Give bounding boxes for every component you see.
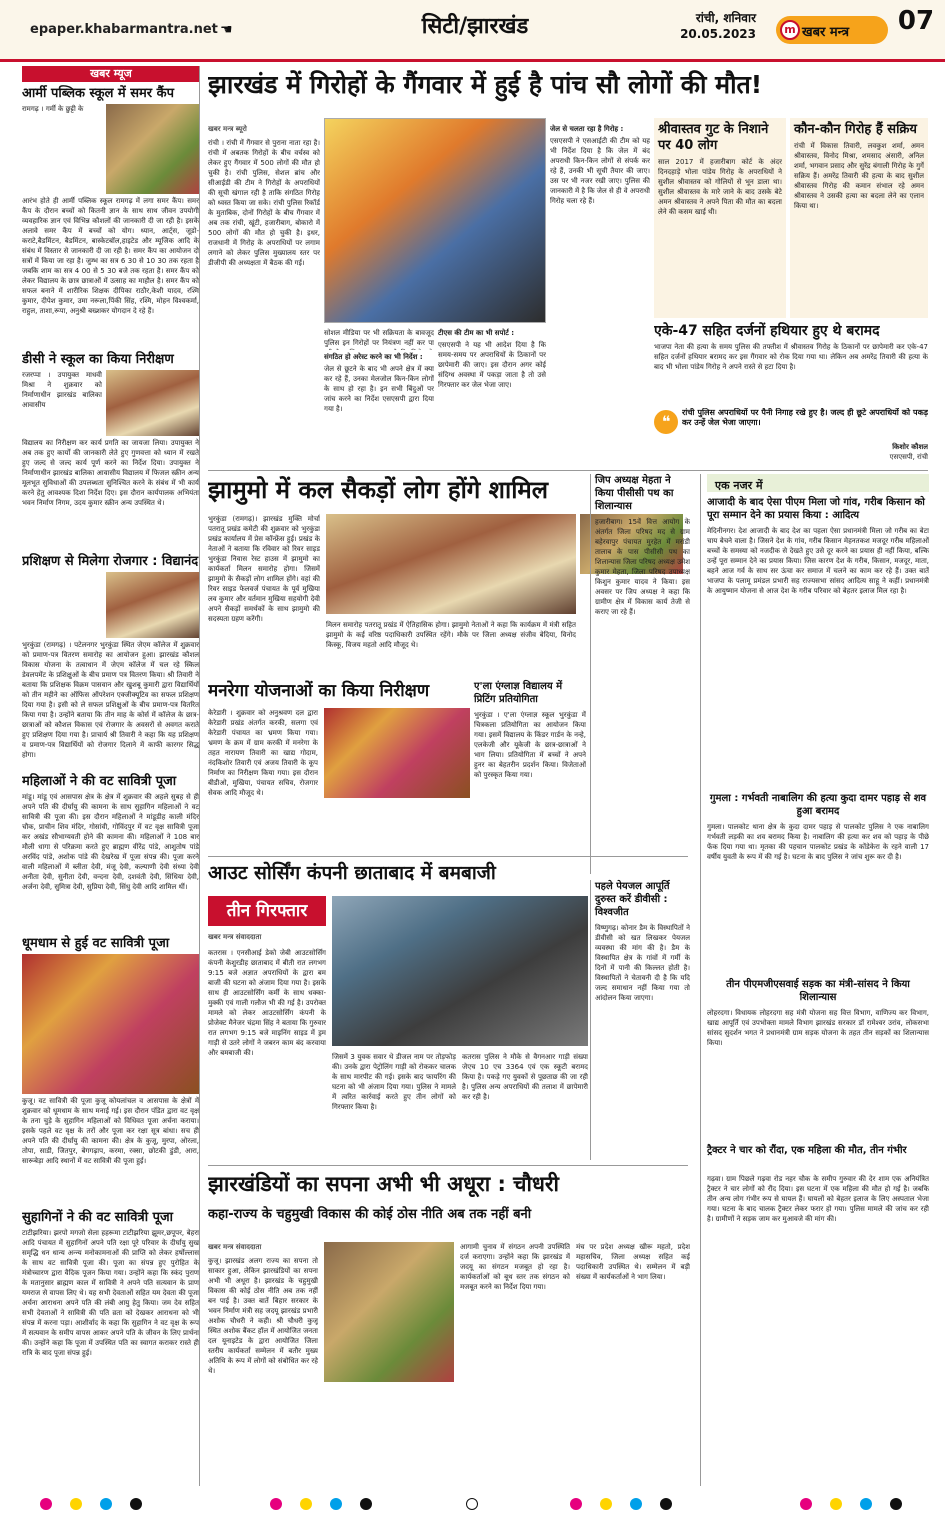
registration-dot bbox=[300, 1498, 312, 1510]
divider bbox=[208, 470, 928, 471]
story-subhead: जेल से चलता रहा है गिरोह : bbox=[550, 125, 624, 133]
story-headline: तीन पीएमजीएसवाई सड़क का मंत्री-सांसद ने किया शिलान्यास bbox=[726, 979, 910, 1003]
story-headline: झारखंडियों का सपना अभी भी अधूरा : चौधरी bbox=[208, 1172, 559, 1196]
registration-dot bbox=[660, 1498, 672, 1510]
story-body: कतरास । एनसीआई डेको जेबी आउटसोर्सिंग कंपनी केशुरडीह छाताबाद में बीती रात लगभग 9:15 बजे अज्ञात अपराधियों के द्वारा बम बाजी की घटना को अंजाम दिया गया है। इसके साथ ही आउटसोर्सिंग कर्मी के साथ धक्का-मुक्की एवं गाली गलौज भी की गई है। उपरोक्त मामले को लेकर आउटसोर्सिंग कंपनी के प्रोजेक्ट मैनेजर चंद्रमा सिंह ने बताया कि गुरुवार रात लगभग 9:15 बजे माइनिंग साइड में ड्रम गाड़ी से उतरे लोगों ने जबरन काम बंद करवाया और बमबाजी की। bbox=[208, 949, 326, 1057]
quote-role: एसएसपी, रांची bbox=[889, 453, 928, 461]
bottom-story bbox=[208, 1170, 690, 1486]
gang-illustration bbox=[324, 118, 546, 323]
story-body: जिसमें 3 युवक सवार थे डीजल नाम पर तोड़फोड़ की। उनके द्वारा पेट्रोलिंग गाड़ी को रोककर चालक के साथ मारपीट की गई। इसके बाद फायरिंग की घटना को भी अंजाम दिया गया। पुलिस ने मामले में त्वरित कार्रवाई करते हुए तीन लोगों को गिरफ्तार किया है। bbox=[332, 1053, 456, 1111]
story-body: आरंभ होते ही आर्मी पब्लिक स्कूल रामगढ़ में लगा समर कैंप। समर कैंप के दौरान बच्चों को कितनी ज्ञान के साथ साथ जीवन उपयोगी व्यवहारिक ज्ञान एवं विभिन्न कौशलों की जानकारी दी जा रही है। इसके अलावे समर कैंप में बच्चों को योग। ध्यान, आर्ट्स, जूडो-कराटे,बैडमिंटन, बैडमिंटन, बास्केटबॉल,हाइटेड और म्यूजिक आदि के संबंध में विस्तार से जानकारी दी जा रही है। समर कैंप का आयोजन दो सत्रों में किया जा रहा है। जुम्भ का सत्र 6 30 से 10 30 तक रहता है जबकि शाम का सत्र 4 00 से 5 30 बजे तक रहता है। समर कैंप को लेकर विद्यालय के छात्र छात्राओं में उत्साह का माहौल है। समर कैंप को सफल बनाने में शारीरिक शिक्षक दीपिका राठौर,केशी यादव, रश्मि कुमार, दीपेश कुमार, उमा नरूला,पिंकी सिंह, रश्मि, मोहन विश्वकर्मा, राहुल, ताशा,रूपा, अनुश्री बख्शकर योगदान दे रहे हैं। bbox=[22, 197, 199, 315]
story-byline: खबर मन्त्र ब्यूरो bbox=[208, 125, 247, 133]
story-body: गुमला। पालकोट थाना क्षेत्र के कुदा दामर पहाड़ से पालकोट पुलिस ने एक नाबालिग गर्भवती लड़की का शव बरामद किया है। नाबालिग की हत्या कर शव को पहाड़ के पीछे फेंक दिया गया था। मृतका की पहचान पालकोट प्रखंड के कोंडेकेरा के रहने वाली 17 वर्षीय युवती के रूप में की गई है। घटना के बाद पुलिस ने जांच शुरू कर दी है। bbox=[707, 823, 929, 861]
registration-dot bbox=[100, 1498, 112, 1510]
at-a-glance-tag bbox=[707, 474, 929, 492]
story-kicker: तीन गिरफ्तार bbox=[208, 896, 326, 926]
right-column bbox=[700, 474, 928, 1486]
pcc-story bbox=[590, 474, 690, 874]
story-body: हजारीबाग। 15वें वित्त आयोग के अंतर्गत जिला परिषद मद से ग्राम बहेरवापुर पंचायत मुरहेत में मरांडी तालाब के पास पीसीसी पथ का शिलान्यास जिला परिषद अध्यक्ष उमेश कुमार मेहता, जिला परिषद उपाध्यक्ष किशुन कुमार यादव ने किया। इस अवसर पर जिप अध्यक्ष ने कहा कि ग्रामीण क्षेत्र में विकास कार्य तेजी से कराए जा रहे हैं। bbox=[595, 518, 690, 616]
story-headline: गुमला : गर्भवती नाबालिग की हत्या कुदा दामर पहाड़ से शव हुआ बरामद bbox=[709, 793, 927, 817]
story-body: कतरास पुलिस ने मौके से वैगनआर गाड़ी संख्या जेएच 10 एच 3364 एवं एक स्कूटी बरामद किया है। पकड़े गए युवकों से पूछताछ की जा रही है। पुलिस अन्य अपराधियों की तलाश में छापेमारी कर रही है। bbox=[462, 1053, 588, 1101]
story-body: एसएसपी ने एसआईटी की टीम को यह भी निर्देश दिया है कि जेल में बंद अपराधी किन-किन लोगों से संपर्क कर रहे हैं, उनकी भी सूची तैयार की जाए। उस पर भी नजर रखी जाए। पुलिस की जानकारी में है कि जेल से ही वे अपराधी गिरोह चला रहे हैं। bbox=[550, 137, 650, 205]
story-headline: ए'ला एंग्लाज्ञ विद्यालय में प्रिटिंग प्रतियोगिता bbox=[474, 681, 563, 705]
story-byline: खबर मन्त्र संवाददाता bbox=[208, 1243, 262, 1251]
story-headline: महिलाओं ने की वट सावित्री पूजा bbox=[22, 774, 177, 789]
registration-dot bbox=[890, 1498, 902, 1510]
story-body: मिलन समारोह पतरातू प्रखंड में ऐतिहासिक होगा। झामुमो नेताओं ने कहा कि कार्यक्रम में मंत्री सहित झामुमो के कई वरिष्ठ पदाधिकारी उपस्थित रहेंगे। मौके पर जिला अध्यक्ष संजीव बेदिया, विनोद किस्कू, विजय महतो आदि मौजूद थे। bbox=[326, 621, 576, 649]
box-headline: कौन-कौन गिरोह हैं सक्रिय bbox=[794, 122, 917, 137]
story-body: गढ़वा। ग्राम पिछले गढ़वा रोड नहर चौक के समीप गुरुवार की देर शाम एक अनियंत्रित ट्रैक्टर ने चार लोगों को रौंद दिया। इस घटना में एक महिला की मौत हो गई है। जबकि तीन अन्य लोग गंभीर रूप से घायल हैं। घायलों को बेहतर इलाज के लिए अस्पताल भेजा गया। घटना के बाद चालक ट्रैक्टर लेकर फरार हो गया। पुलिस मामले की जांच कर रही है। ग्रामीणों ने सड़क जाम कर मुआवजे की मांग की। bbox=[707, 1175, 929, 1223]
brand-logo bbox=[776, 16, 888, 44]
dateline bbox=[636, 10, 756, 42]
story-body: मेदिनीनगर। देश आजादी के बाद देश का पहला ऐसा प्रधानमंत्री मिला जो गरीब का बेटा चाय बेचने वाला है। जिसने देश के गांव, गरीब किसान मेहनतकश मजदूर गरीब महिलाओं बच्चों के समस्या को नजदीक से देखते हुए उसे दूर करने का प्रयास ही नहीं किया, बल्कि उन्हें पूरा सम्मान देने का प्रयास किया। जिस कारण देश के गरीब, किसान, मजदूर, माता, बहने आज गर्व के साथ सर ऊंचा कर समाज में चलने का काम कर रहे हैं। उक्त बातें भाजपा के पलामू प्रमंडल प्रभारी सह राज्यसभा सांसद आदित्य साहू ने कहीं। प्रधानमंत्री के आयुष्मान योजना से आज देश के गरीब परिवार को बेहतर इलाज मिल रहा है। bbox=[707, 527, 929, 595]
city-day: रांची, शनिवार bbox=[695, 11, 756, 25]
box-body: भाजपा नेता की हत्या के समय पुलिस की तफ्तीश में श्रीवास्तव गिरोह के ठिकानों पर छापेमारी कर एके-47 सहित दर्जनों हथियार बरामद कर इस गैंगवार को रोक दिया गया था। लेकिन अब अमरेंद्र तिवारी की हत्या के बाद भी भोला पांडेय गिरोह ने अपने रास्ते से हटा दिया है। bbox=[654, 343, 928, 371]
logo-icon: m bbox=[780, 20, 800, 40]
story-subheadline: कहा-राज्य के चहुमुखी विकास की कोई ठोस नीति अब तक नहीं बनी bbox=[208, 1207, 532, 1222]
divider bbox=[208, 856, 688, 857]
story-body: विद्यालय का निरीक्षण कर कार्य प्रगति का जायजा लिया। उपायुक्त ने अब तक हुए कार्यों की जानकारी लेते हुए गुणवत्ता को ध्यान में रखते हुए जल्द से जल्द कार्य पूर्ण करने का निर्देश दिया। उपायुक्त ने निर्माणाधीन झारखंड बालिका आवासीय विद्यालय में फिजल स्क्रीन अन्य मूलभूत सुविधाओं की उपलब्धता सुनिश्चित करने के संबंध में भी कार्य करने हेतु आवश्यक दिशा निर्देश दिए। इस दौरान कार्यपालक अभियंता भवन निर्माण निगम, उदय कुमार स्क्रीन अन्य उपस्थित थे। bbox=[22, 439, 199, 507]
story-body: मंच पर प्रदेश अध्यक्ष खीरू महतो, प्रदेश महासचिव, जिला अध्यक्ष सहित कई पदाधिकारी उपस्थित थे। सम्मेलन में बड़ी संख्या में कार्यकर्ताओं ने भाग लिया। bbox=[576, 1243, 690, 1281]
registration-dot bbox=[830, 1498, 842, 1510]
conference-photo bbox=[324, 1242, 454, 1382]
registration-dot bbox=[70, 1498, 82, 1510]
story-body: कुजू। वट सावित्री की पूजा कुजू कोयलांचल व आसपास के क्षेत्रों में शुक्रवार को धूमधाम के साथ मनाई गई। इस दौरान पंडित द्वारा वट वृक्ष के तना चुड़े के सुहागिन महिलाओं को विधिवत पूजा अर्चना कराया। इसके पहले वट वृक्ष के तरों और पूजा कर रक्षा सूत्र बांधा। सच ही अपने पति की दीर्घायु की कामना की। क्षेत्र के कुजू, मुरपा, ओरला, तोपा, साडी, जितपुर, बेगगढ़ाप, करमा, रक्सा, छोटकी डुंडी, आरा, सारूबेड़ा आदि स्थानों में वट सावित्री की पूजा हुई। bbox=[22, 1097, 199, 1165]
bombing-story bbox=[208, 860, 588, 1160]
print-registration-marks bbox=[0, 1492, 945, 1517]
mnrega-story bbox=[208, 680, 470, 850]
story-headline: झारखंड में गिरोहों के गैंगवार में हुई है पांच सौ लोगों की मौत! bbox=[208, 70, 763, 99]
story-headline: डीसी ने स्कूल का किया निरीक्षण bbox=[22, 352, 174, 367]
story-headline: आजादी के बाद ऐसा पीएम मिला जो गांव, गरीब किसान को पूरा सम्मान देने का प्रयास किया : आदित्य bbox=[707, 497, 925, 521]
registration-dot bbox=[800, 1498, 812, 1510]
story-body: टाटीझरिया। झरपो मगजो सेला हहरूमा टाटीझरिया झूमर,छपूपर, बेहरा आदि पंचायत में सुहागिनों अपने पति रक्षा पूरे परिवार के दीर्घायु सुख समृद्धि धन धान्य अन्न्य मनोकामनाओं की प्राप्ति को लेकर हर्षोल्लास के साथ वट सावित्री पूजा की। पूजा का संपन्न हुए पुरोहित के मंत्रोच्चारण द्वारा वैदिक पूजन किया गया। उन्होंने कहा कि स्कंद पुराण के मतानुसार ब्राह्मण काल में सावित्री ने अपने पति सत्यवान के प्राण यमराज से वापस लिए थे। यह सभी देवताओं सहित यम देवता की पूजा अर्चना आराधना अपने पति की लंबी आयु हेतु किया। जम देव सहित सभी देवताओं ने सावित्री की पति व्रता को देखकर आराधना को भी संपन्न में करना पड़ा। आशीर्वाद के कहा कि सुहागिन ने वट वृक्ष के रूप में सत्यवान के समीप वापस आकर अपने पति के जीवन के लिए प्रार्थना की। उन्होंने कहा कि पूजा में उपस्थित पति का स्वागत कराकर रास्ते ही रात्रि के बाद पूजा संपन्न हुई। bbox=[22, 1229, 199, 1357]
box-body: साल 2017 में हजारीबाग कोर्ट के अंदर दिनदहाड़े भोला पांडेय गिरोह के अपराधियों ने सुशील श्रीवास्तव को गोलियों से भून डाला था। सुशील श्रीवास्तव के मारे जाने के बाद उसके बेटे अमन श्रीवास्तव ने अपने पिता की मौत का बदला लेने की कसम खाई थी। bbox=[658, 158, 782, 216]
quote-mark-icon: ❝ bbox=[654, 410, 678, 434]
story-body: आगामी चुनाव में संगठन अपनी उपस्थिति दर्ज कराएगा। उन्होंने कहा कि झारखंड में जदयू का संगठन मजबूत हो रहा है। कार्यकर्ताओं को बूथ स्तर तक संगठन को मजबूत करने का निर्देश दिया गया। bbox=[460, 1243, 570, 1291]
section-title: सिटी/झारखंड bbox=[421, 14, 529, 39]
site-url[interactable]: epaper.khabarmantra.net bbox=[30, 22, 218, 37]
crosshair-icon bbox=[466, 1498, 478, 1510]
side-box bbox=[654, 118, 786, 318]
summer-camp-photo bbox=[106, 104, 200, 194]
box-body: रांची में विकास तिवारी, लवकुश शर्मा, अमन श्रीवास्तव, विनोद मिश्रा, शमसाद अंसारी, अनिल शर्मा, भगवान प्रसाद और सुरेंद्र बंगाली गिरोह के गुर्गे सक्रिय हैं। अमरेंद्र तिवारी की हत्या के बाद सुशील श्रीवास्तव गिरोह की कमान संभाल रहे अमन श्रीवास्तव ने उसकी हत्या का बदला लेने का एलान किया था। bbox=[794, 142, 924, 210]
story-headline: आउट सोर्सिंग कंपनी छाताबाद में बमबाजी bbox=[208, 862, 496, 884]
story-body: भुरकुंडा । ए'ला एंग्लाज्ञ स्कूल भुरकुंडा में चित्रकला प्रतियोगिता का आयोजन किया गया। इसमें विद्यालय के किंडर गार्डन के नन्हे, एलकेजी और यूकेजी के छात्र-छात्राओं ने भाग लिया। प्रतियोगिता में बच्चों ने अपने हुनर का बेहतरीन प्रदर्शन किया। विजेताओं को पुरस्कृत किया गया। bbox=[474, 711, 586, 779]
dvc-story bbox=[590, 880, 690, 1160]
quote-text: रांची पुलिस अपराधियों पर पैनी निगाह रखे हुए है। जल्द ही छूटे अपराधियों को पकड़ कर उन्हें जेल भेजा जाएगा। bbox=[682, 408, 928, 427]
story-body: केरेडारी । शुक्रवार को अनुश्रवण दल द्वारा केरेडारी प्रखंड अंतर्गत करकी, सलगा एवं केरेडारी पंचायत का भ्रमण किया गया। भ्रमण के क्रम में ग्राम करकी में मनरेगा के तहत नारायण तिवारी का खाद्य गोदाम, नंदकिशोर तिवारी एवं अजय तिवारी के कूप निर्माण का निरीक्षण किया गया। इस दौरान बीडीओ, मुखिया, पंचायत सचिव, रोजगार सेवक आदि मौजूद थे। bbox=[208, 709, 318, 797]
registration-dot bbox=[860, 1498, 872, 1510]
brand-name: खबर मन्त्र bbox=[802, 25, 850, 40]
news-strip: खबर म्यूज bbox=[22, 66, 200, 82]
registration-dot bbox=[330, 1498, 342, 1510]
story-body: जेल से छूटने के बाद भी अपने क्षेत्र में क्या कर रहे हैं, उनका मेलजोल किन-किन लोगों के साथ हो रहा है। इन सभी बिंदुओं पर जांच करने का निर्देश एसएसपी द्वारा दिया गया है। bbox=[324, 365, 434, 413]
divider bbox=[208, 1165, 688, 1166]
inspection-photo bbox=[324, 708, 470, 798]
story-lead: रामगढ़ । गर्मी के छुट्टी के bbox=[22, 105, 84, 113]
worship-photo bbox=[22, 954, 200, 1094]
story-headline: पहले पेयजल आपूर्ति दुरुस्त करें डीवीसी : विश्वजीत bbox=[595, 881, 670, 918]
quote-author: किशोर कौशल bbox=[892, 443, 928, 451]
story-subhead: टीएस की टीम का भी सपोर्ट : bbox=[438, 329, 515, 337]
story-headline: झामुमो में कल सैकड़ों लोग होंगे शामिल bbox=[208, 476, 549, 504]
box-headline: एके-47 सहित दर्जनों हथियार हुए थे बरामद bbox=[654, 323, 880, 339]
registration-dot bbox=[570, 1498, 582, 1510]
story-lead: रजरप्पा । उपायुक्त माधवी मिश्रा ने शुक्रवार को निर्माणाधीन झारखंड बालिका आवासीय bbox=[22, 371, 102, 409]
registration-dot bbox=[360, 1498, 372, 1510]
left-column bbox=[22, 66, 200, 1486]
story-subhead: संगठित हो अरेस्ट करने का भी निर्देश : bbox=[324, 353, 423, 361]
story-body: लोहरदगा। विधायक लोहरदगा सह मंत्री योजना सह वित्त विभाग, वाणिज्य कर विभाग, खाद्य आपूर्ति एवं उपभोक्ता मामले विभाग झारखंड सरकार डॉ रामेश्वर उरांव, लोकसभा सांसद सुदर्शन भगत ने प्रधानमंत्री ग्राम सड़क योजना के तहत तीन सड़कों का शिलान्यास किया। bbox=[707, 1009, 929, 1047]
box-headline: श्रीवास्तव गुट के निशाने पर 40 लोग bbox=[658, 122, 769, 153]
registration-dot bbox=[600, 1498, 612, 1510]
top-story bbox=[208, 68, 928, 468]
story-body: रांची । रांची में गैंगवार से पुराना नाता रहा है। रांची में अबतक गिरोहों के बीच वर्चस्व को लेकर हुए गैंगवार में 500 लोगों की मौत हो चुकी है। रांची पुलिस, सेशल ब्रांच और सीआईडी की टीम ने गिरोहों के अपराधियों की सूची खंगाल रही है ताकि संगठित गिरोह को ध्वस्त किया जा सके। रांची पुलिस रिकॉर्ड के मुताबिक, दोनों गिरोहों के बीच गैंगवार में अब तक रांची, खूंटी, हजारीबाग, बोकारो में 500 लोगों की मौत हो चुकी है। इधर, राजधानी में गिरोह के अपराधियों पर लगाम लगाने को लेकर पुलिस मुख्यालय स्तर पर डीजीपी की अध्यक्षता में बैठक की गई। bbox=[208, 139, 320, 267]
story-body: भुरकुंडा (रामगढ़) । पटेलनगर भुरकुंडा स्थित जेएम कॉलेज में शुक्रवार को प्रमाण-पत्र वितरण समारोह का आयोजन हुआ। झारखंड कौशल विकास योजना के तत्वाधान में जेएम कॉलेज में चल रहे स्किल डेवलपमेंट के प्रशिक्षुओं के बीच प्रमाण पत्र वितरण किया। श्री तिवारी ने बताया कि प्रशिक्षक विक्रम पासवान और खुशबू कुमारी द्वारा विद्यार्थियों को तीन महीने का ऑफिस ऑपरेशन एक्जीक्यूटिव का सफल प्रशिक्षण दिया गया है। इसी को ले सफल प्रशिक्षुओं के बीच प्रमाण-पत्र वितरित किया गया है। उन्होंने बताया कि तीन माह के कोर्स में कॉलेज के छात्र-छात्राओं को कौशल विकास एवं रोजगार के अवसरों से अवगत कराते हुए प्रशिक्षण दिया गया है। प्राचार्य श्री तिवारी ने कहा कि यह प्रशिक्षण व प्रमाण-पत्र विद्यार्थियों को रोजगार दिलाने में काफी कारगर सिद्ध होगा। bbox=[22, 641, 199, 759]
page-number: 07 bbox=[897, 6, 935, 36]
school-photo bbox=[106, 370, 200, 436]
side-box bbox=[790, 118, 928, 318]
tag-label: एक नजर में bbox=[715, 479, 763, 492]
registration-dot bbox=[270, 1498, 282, 1510]
registration-dot bbox=[630, 1498, 642, 1510]
story-body: विष्णुगढ़। कोनार डैम के विस्थापितों ने डीवीसी को खत लिखकर पेयजल व्यवस्था की मांग की है। डैम के विस्थापित क्षेत्र के गांवों में गर्मी के दिनों में पानी की किल्लत होती है। विस्थापितों ने चेतावनी दी है कि यदि जल्द समाधान नहीं किया गया तो आंदोलन किया जाएगा। bbox=[595, 924, 690, 1002]
story-body: भुरकुंडा (रामगढ़)। झारखंड मुक्ति मोर्चा पतरातू प्रखंड कमेटी की शुक्रवार को भुरकुंडा प्रखंड कार्यालय में प्रेस कॉन्फ्रेंस हुई। प्रखंड के नेताओं ने बताया कि रविवार को रिवर साइड भुरकुंडा निवास रेस्ट हाउस में झामुमो का कार्यकर्ता मिलन समारोह होगा। जिसमें झामुमो के सैकड़ों लोग शामिल होंगे। वहां की रिवर साइड फेलवर्ज पंचायत के पूर्व मुखिया लव कुमार और वर्तमान मुखिया सहयोगी देवी अपने सैकड़ों समर्थकों के साथ झामुमो की सदस्यता ग्रहण करेंगी। bbox=[208, 515, 320, 623]
story-byline: खबर मन्त्र संवाददाता bbox=[208, 933, 262, 941]
certificate-photo bbox=[106, 572, 200, 638]
story-headline: जिप अध्यक्ष मेहता ने किया पीसीसी पथ का शिलान्यास bbox=[595, 475, 674, 512]
story-headline: आर्मी पब्लिक स्कूल में समर कैंप bbox=[22, 86, 174, 101]
masthead bbox=[0, 0, 945, 62]
story-headline: सुहागिनों ने की वट सावित्री पूजा bbox=[22, 1210, 173, 1225]
date: 20.05.2023 bbox=[680, 27, 756, 41]
story-headline: ट्रैक्टर ने चार को रौंदा, एक महिला की मौत, तीन गंभीर bbox=[707, 1145, 907, 1156]
story-headline: मनरेगा योजनाओं का किया निरीक्षण bbox=[208, 681, 430, 701]
story-body: सोशल मीडिया पर भी सक्रियता के बावजूद पुलिस इन गिरोहों पर नियंत्रण नहीं कर पा bbox=[324, 329, 434, 347]
meeting-photo bbox=[326, 514, 576, 614]
story-headline: प्रशिक्षण से मिलेगा रोजगार : विद्यानंद bbox=[22, 554, 199, 569]
truck-photo bbox=[332, 896, 588, 1046]
pointer-icon: ☚ bbox=[220, 22, 233, 38]
story-body: कुजू। झारखंड अलग राज्य का सपना तो साकार हुआ, लेकिन झारखंडियों का सपना अभी भी अधूरा है। झारखंड के चहुमुखी विकास की कोई ठोस नीति अब तक नहीं बन पाई है। उक्त बातें बिहार सरकार के भवन निर्माण मंत्री सह जदयू झारखंड प्रभारी अशोक चौधरी ने कही। श्री चौधरी कुजू स्थित अशोक बैंकट हॉल में आयोजित जनता दल यूनाइटेड के द्वारा आयोजित जिला स्तरीय कार्यकर्ता सम्मेलन में बतौर मुख्य अतिथि के रूप में लोगों को संबोधित कर रहे थे। bbox=[208, 1257, 318, 1375]
story-headline: धूमधाम से हुई वट सावित्री पूजा bbox=[22, 936, 170, 951]
story-body: मांडू। मांडू एवं आसपास क्षेत्र के क्षेत्र में शुक्रवार की अहले सुबह से ही अपने पति की दीर्घायु की कामना के साथ सुहागिन महिलाओं ने वट सावित्री की पूजा की। इस दौरान महिलाओं ने मांडूडीह काली मंदिर चौक, प्राचीन शिव मंदिर, गोसांवी, गोविंदपुर में वट वृक्ष सावित्री पूजा कर अखंड सौभाग्यवती होने की कामना की। महिलाओं ने 108 बार मौली धागा से परिक्रमा करते हुए ब्राह्मण वीरेंद्र पांडे, आशुतोष पांडे अरविंद पांडे, अशोक पांडे की देखरेख में पूजा संपन्न की। पूजा करने वाली महिलाओं में ब्लीता देवी, मंजू देवी, कल्याणी देवी संध्या देवी अनीता देवी, सुनीता देवी, वन्दना देवी, दशवंती देवी, सिंधिया देवी, अर्जना देवी, सुमित्रा देवी, सुप्रिया देवी, सिंधु देवी आदि शामिल थीं। bbox=[22, 793, 199, 891]
story-body: एसएसपी ने यह भी आदेश दिया है कि समय-समय पर अपराधियों के ठिकानों पर छापेमारी की जाए। इस दौरान अगर कोई संदिग्ध अवस्था में पकड़ा जाता है तो उसे गिरफ्तार कर जेल भेजा जाए। bbox=[438, 341, 546, 389]
drawing-story bbox=[474, 680, 586, 850]
registration-dot bbox=[40, 1498, 52, 1510]
registration-dot bbox=[130, 1498, 142, 1510]
